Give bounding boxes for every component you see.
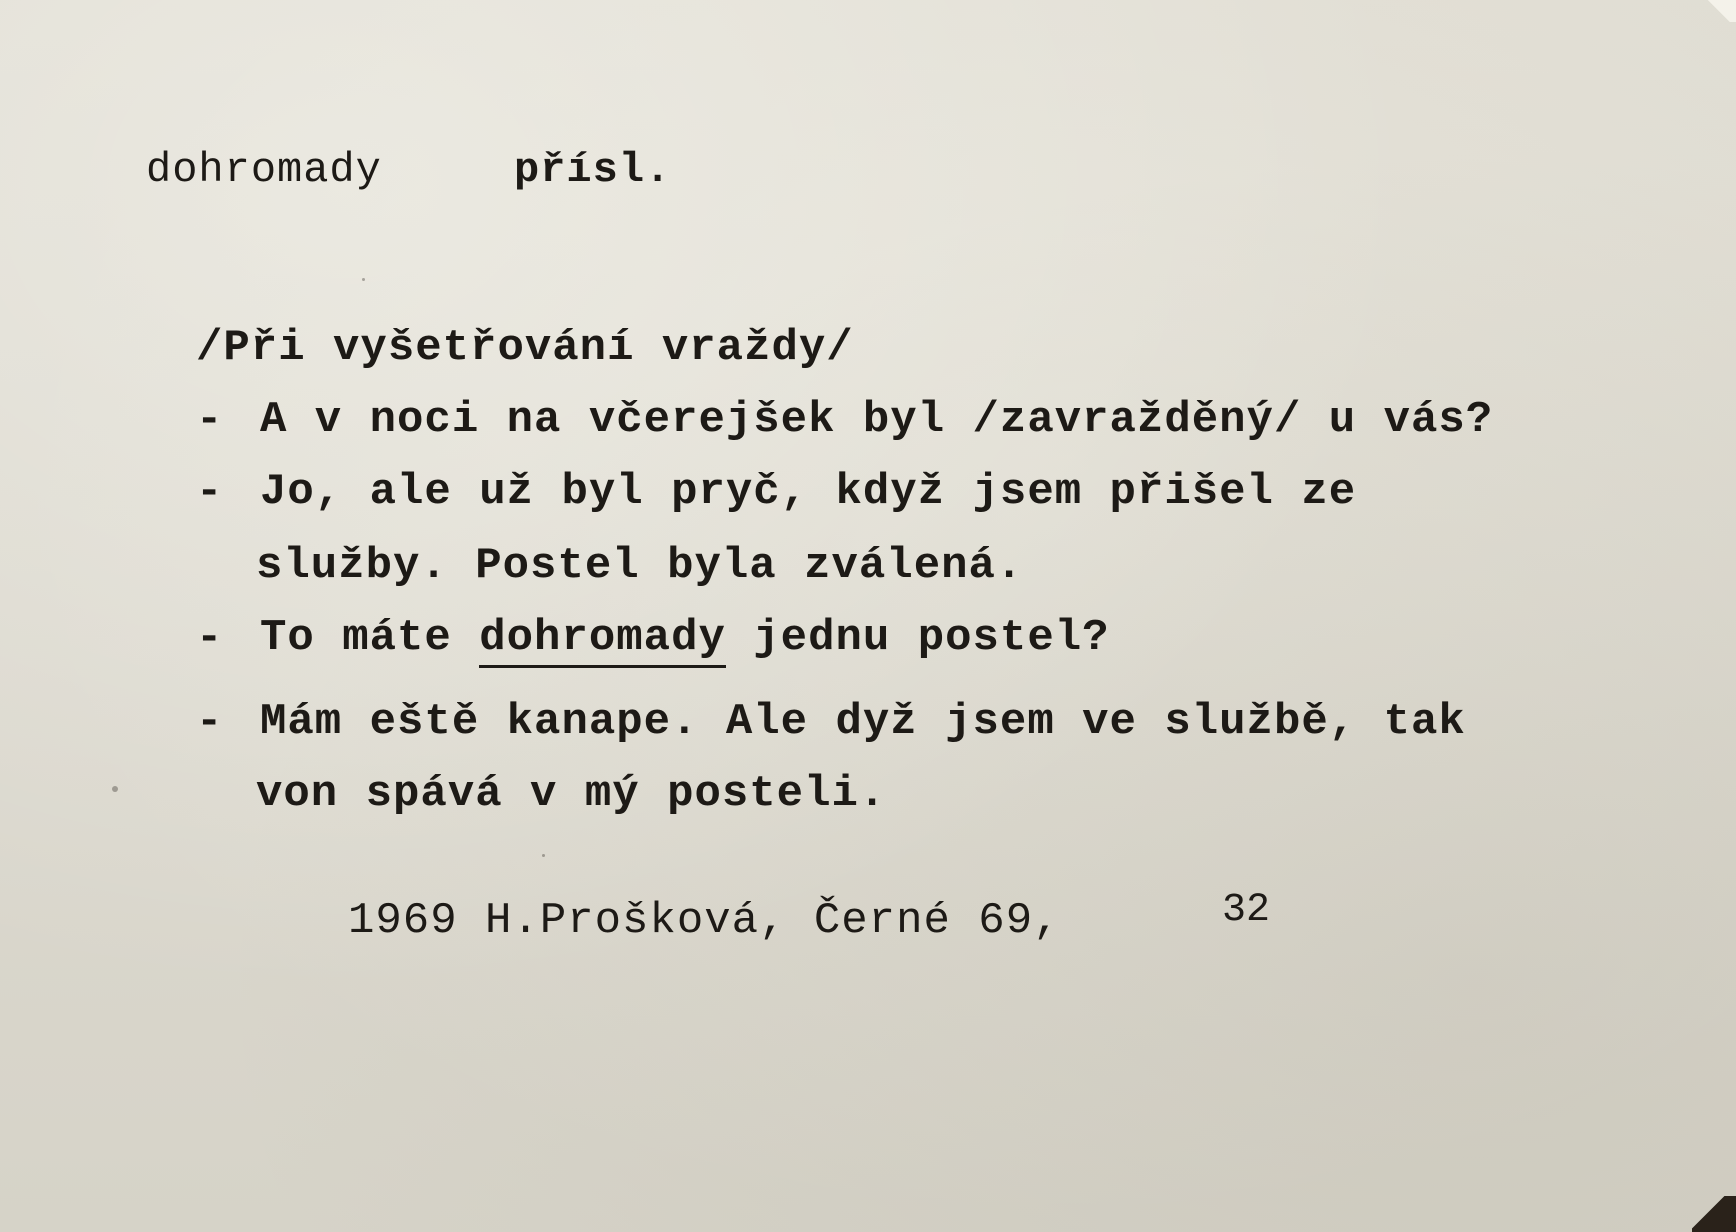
context-note: /Při vyšetřování vraždy/ xyxy=(196,323,854,373)
dialogue-text: Jo, ale už byl pryč, když jsem přišel ze xyxy=(260,467,1357,517)
page-number: 32 xyxy=(1222,888,1271,933)
card-corner-bottom-right xyxy=(1692,1196,1736,1232)
dialogue-text-before: To máte xyxy=(260,613,480,663)
dialogue-line xyxy=(196,395,1494,445)
dialogue-dash: - xyxy=(196,613,224,663)
dialogue-text: Mám eště kanape. Ale dyž jsem ve službě, tak xyxy=(260,697,1466,747)
dialogue-text: von spává v mý posteli. xyxy=(256,769,887,819)
dialogue-text-after: jednu postel? xyxy=(725,613,1110,663)
card-corner-top-right xyxy=(1696,0,1736,22)
dialogue-text: A v noci na včerejšek byl /zavražděný/ u vás? xyxy=(260,395,1494,445)
paper-speck xyxy=(112,786,118,792)
dialogue-line xyxy=(256,769,887,819)
dialogue-line xyxy=(196,613,1110,663)
underlined-headword: dohromady xyxy=(479,613,726,668)
dialogue-line xyxy=(196,467,1357,517)
paper-speck xyxy=(362,278,365,281)
dialogue-line xyxy=(196,697,1466,747)
part-of-speech: přísl. xyxy=(514,146,672,194)
dialogue-dash: - xyxy=(196,467,224,517)
headword: dohromady xyxy=(146,146,382,194)
dialogue-text: služby. Postel byla zválená. xyxy=(256,541,1024,591)
dialogue-dash: - xyxy=(196,395,224,445)
paper-speck xyxy=(542,854,545,857)
dialogue-line xyxy=(256,541,1024,591)
source-citation: 1969 H.Prošková, Černé 69, xyxy=(348,896,1061,946)
dialogue-dash: - xyxy=(196,697,224,747)
